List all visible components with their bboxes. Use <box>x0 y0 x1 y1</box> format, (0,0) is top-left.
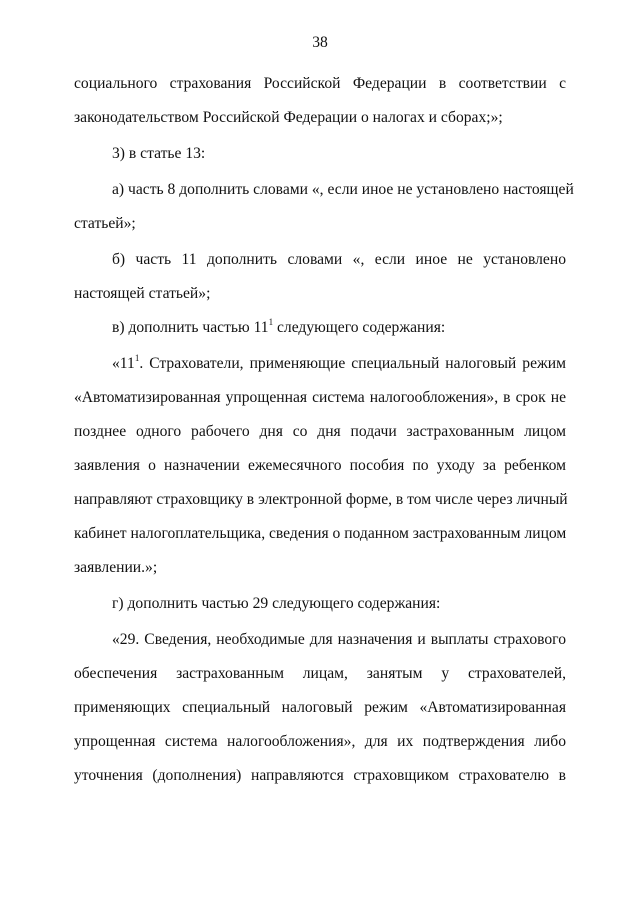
text-line: г) дополнить частью 29 следующего содержания: <box>112 595 441 612</box>
superscript: 1 <box>268 316 274 327</box>
text-line: упрощенная система налогообложения», для их подтверждения либо <box>74 733 566 750</box>
list-item-heading: 3) в статье 13: <box>112 145 206 162</box>
text-segment: в) дополнить частью 11 <box>112 319 269 336</box>
text-line: обеспечения застрахованным лицам, занятым у страхователей, <box>74 665 566 682</box>
page-number: 38 <box>312 34 328 51</box>
text-line-with-superscript <box>112 354 566 374</box>
text-line: «Автоматизированная упрощенная система налогообложения», в срок не <box>74 389 566 406</box>
text-segment: следующего содержания: <box>273 319 446 336</box>
text-line: социального страхования Российской Федерации в соответствии с <box>74 75 566 92</box>
text-line: уточнения (дополнения) направляются страховщиком страхователю в <box>74 767 566 784</box>
text-line: статьей»; <box>74 215 136 232</box>
text-line: позднее одного рабочего дня со дня подачи застрахованным лицом <box>74 423 566 440</box>
text-line-with-superscript <box>112 318 566 338</box>
text-line: настоящей статьей»; <box>74 285 211 302</box>
text-segment: «11 <box>112 355 135 372</box>
text-line: «29. Сведения, необходимые для назначения и выплаты страхового <box>112 631 566 648</box>
text-line: заявления о назначении ежемесячного пособия по уходу за ребенком <box>74 457 566 474</box>
text-line: б) часть 11 дополнить словами «, если иное не установлено <box>112 251 566 268</box>
text-line: применяющих специальный налоговый режим «Автоматизированная <box>74 699 566 716</box>
text-line: заявлении.»; <box>74 559 158 576</box>
text-line: кабинет налогоплательщика, сведения о поданном застрахованным лицом <box>74 525 567 542</box>
text-line: направляют страховщику в электронной форме, в том числе через личный <box>74 491 568 508</box>
text-segment: . Страхователи, применяющие специальный налоговый режим <box>139 355 566 372</box>
superscript: 1 <box>134 352 140 363</box>
text-line: законодательством Российской Федерации о налогах и сборах;»; <box>74 109 503 126</box>
text-line: а) часть 8 дополнить словами «, если иное не установлено настоящей <box>112 181 574 198</box>
